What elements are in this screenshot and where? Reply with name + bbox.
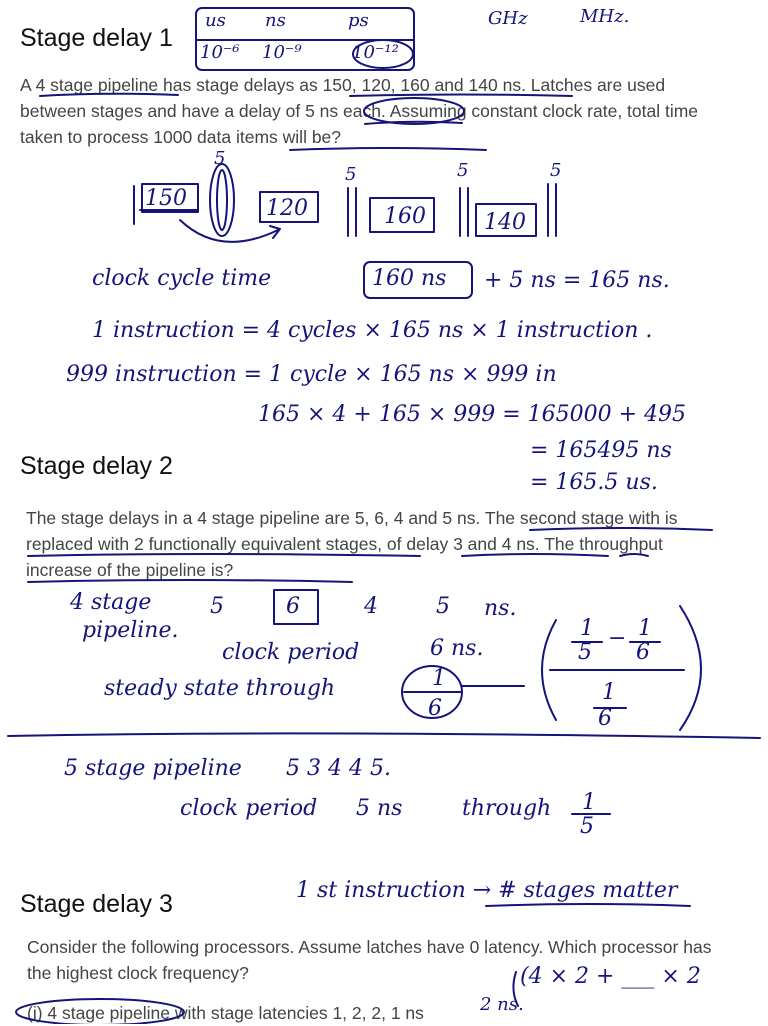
hw-steady-throughput: steady state through: [104, 676, 336, 701]
latch-label-4: 5: [550, 160, 562, 181]
unit-us: us: [205, 10, 226, 31]
latch-3: [460, 188, 468, 236]
bracket-left: [542, 620, 556, 720]
hw-4-stage: 4 stage: [70, 590, 152, 615]
latch-4: [548, 184, 556, 236]
hw-clock-cycle-time: clock cycle time: [92, 266, 272, 291]
unit-us-exp: 10⁻⁶: [200, 42, 240, 63]
hw-one-instruction: 1 instruction = 4 cycles × 165 ns × 1 instruction .: [92, 318, 653, 343]
hw-big-bottom-den: 6: [598, 706, 612, 731]
pipe-delay-120: 120: [266, 196, 308, 221]
unit-ps-exp: 10⁻¹²: [352, 42, 399, 63]
pipe-arrow-head: [270, 226, 280, 238]
latch-2: [348, 188, 356, 236]
hw-clock-result: + 5 ns = 165 ns.: [484, 268, 670, 293]
hw-calc-line: 165 × 4 + 165 × 999 = 165000 + 495: [258, 402, 687, 427]
latch-label-3: 5: [457, 160, 469, 181]
hw-side-note: (4 × 2 + ___ × 2: [520, 964, 701, 989]
hw-clock-period-2: clock period: [180, 796, 318, 821]
hw-clock-boxed-160: 160 ns: [372, 266, 447, 291]
hw-d1-5b: 5: [436, 594, 450, 619]
hw-d1-4: 4: [364, 594, 378, 619]
hw-cp1-value: 6 ns.: [430, 636, 484, 661]
hw-first-instruction: 1 st instruction → # stages matter: [296, 878, 678, 903]
latch-label-2: 5: [345, 164, 357, 185]
hw-result-us: = 165.5 us.: [530, 470, 658, 495]
pipe-delay-150: 150: [145, 186, 187, 211]
section-3-heading: Stage delay 3: [20, 890, 173, 918]
unit-ps: ps: [348, 10, 369, 31]
section-1-heading: Stage delay 1: [20, 24, 173, 52]
hw-d1-boxed-6: 6: [286, 594, 300, 619]
hw-frac-num: 1: [432, 666, 446, 691]
pipe-delay-160: 160: [384, 204, 426, 229]
latch-1-inner: [217, 170, 227, 230]
hw-tp2-num: 1: [582, 790, 596, 815]
hw-pipeline: pipeline.: [82, 618, 179, 643]
hw-d1-unit: ns.: [484, 596, 517, 621]
separator-line: [8, 733, 760, 738]
hw-frac-den: 6: [428, 696, 442, 721]
hw-big-minus: −: [608, 626, 627, 651]
pipe-arrow: [180, 220, 278, 242]
unit-mhz: MHz.: [580, 6, 630, 27]
section-2-question: The stage delays in a 4 stage pipeline are 5, 6, 4 and 5 ns. The second stage with is replaced with 2 functionally equivalent stages, of delay 3 and 4 ns. The throughput increase of the pipeline is?: [26, 508, 678, 580]
hw-clock-period-1: clock period: [222, 640, 360, 665]
latch-1: [210, 164, 234, 236]
underline-stages-matter: [486, 904, 690, 906]
hw-result-ns: = 165495 ns: [530, 438, 672, 463]
section-1-question: A 4 stage pipeline has stage delays as 150, 120, 160 and 140 ns. Latches are used between stages and have a delay of 5 ns each. Assuming constant clock rate, total time taken to process 1000 data items will be?: [20, 75, 699, 147]
hw-big-den-a: 5: [578, 640, 592, 665]
section-3-option-1: (i) 4 stage pipeline with stage latencies 1, 2, 2, 1 ns: [27, 1003, 424, 1023]
hw-big-num-b: 1: [638, 616, 652, 641]
unit-ns-exp: 10⁻⁹: [262, 42, 302, 63]
unit-ns: ns: [265, 10, 286, 31]
bracket-right: [680, 606, 701, 730]
unit-ghz: GHz: [488, 8, 528, 29]
hw-5-stage-values: 5 3 4 4 5.: [286, 756, 391, 781]
hw-d1-5: 5: [210, 594, 224, 619]
hw-999-instruction: 999 instruction = 1 cycle × 165 ns × 999 in: [66, 362, 557, 387]
hw-cp2-value: 5 ns: [356, 796, 403, 821]
hw-big-den-b: 6: [636, 640, 650, 665]
hw-side-2ns: 2 ns.: [480, 994, 524, 1015]
section-3-question: Consider the following processors. Assume latches have 0 latency. Which processor has the highest clock frequency?: [27, 937, 712, 983]
hw-5-stage-pipeline: 5 stage pipeline: [64, 756, 242, 781]
hw-big-bottom-num: 1: [602, 680, 616, 705]
section-2-heading: Stage delay 2: [20, 452, 173, 480]
latch-label-1: 5: [214, 148, 226, 169]
hw-through-2: through: [462, 796, 552, 821]
hw-big-num-a: 1: [580, 616, 594, 641]
pipe-delay-140: 140: [484, 210, 526, 235]
hw-tp2-den: 5: [580, 814, 594, 839]
